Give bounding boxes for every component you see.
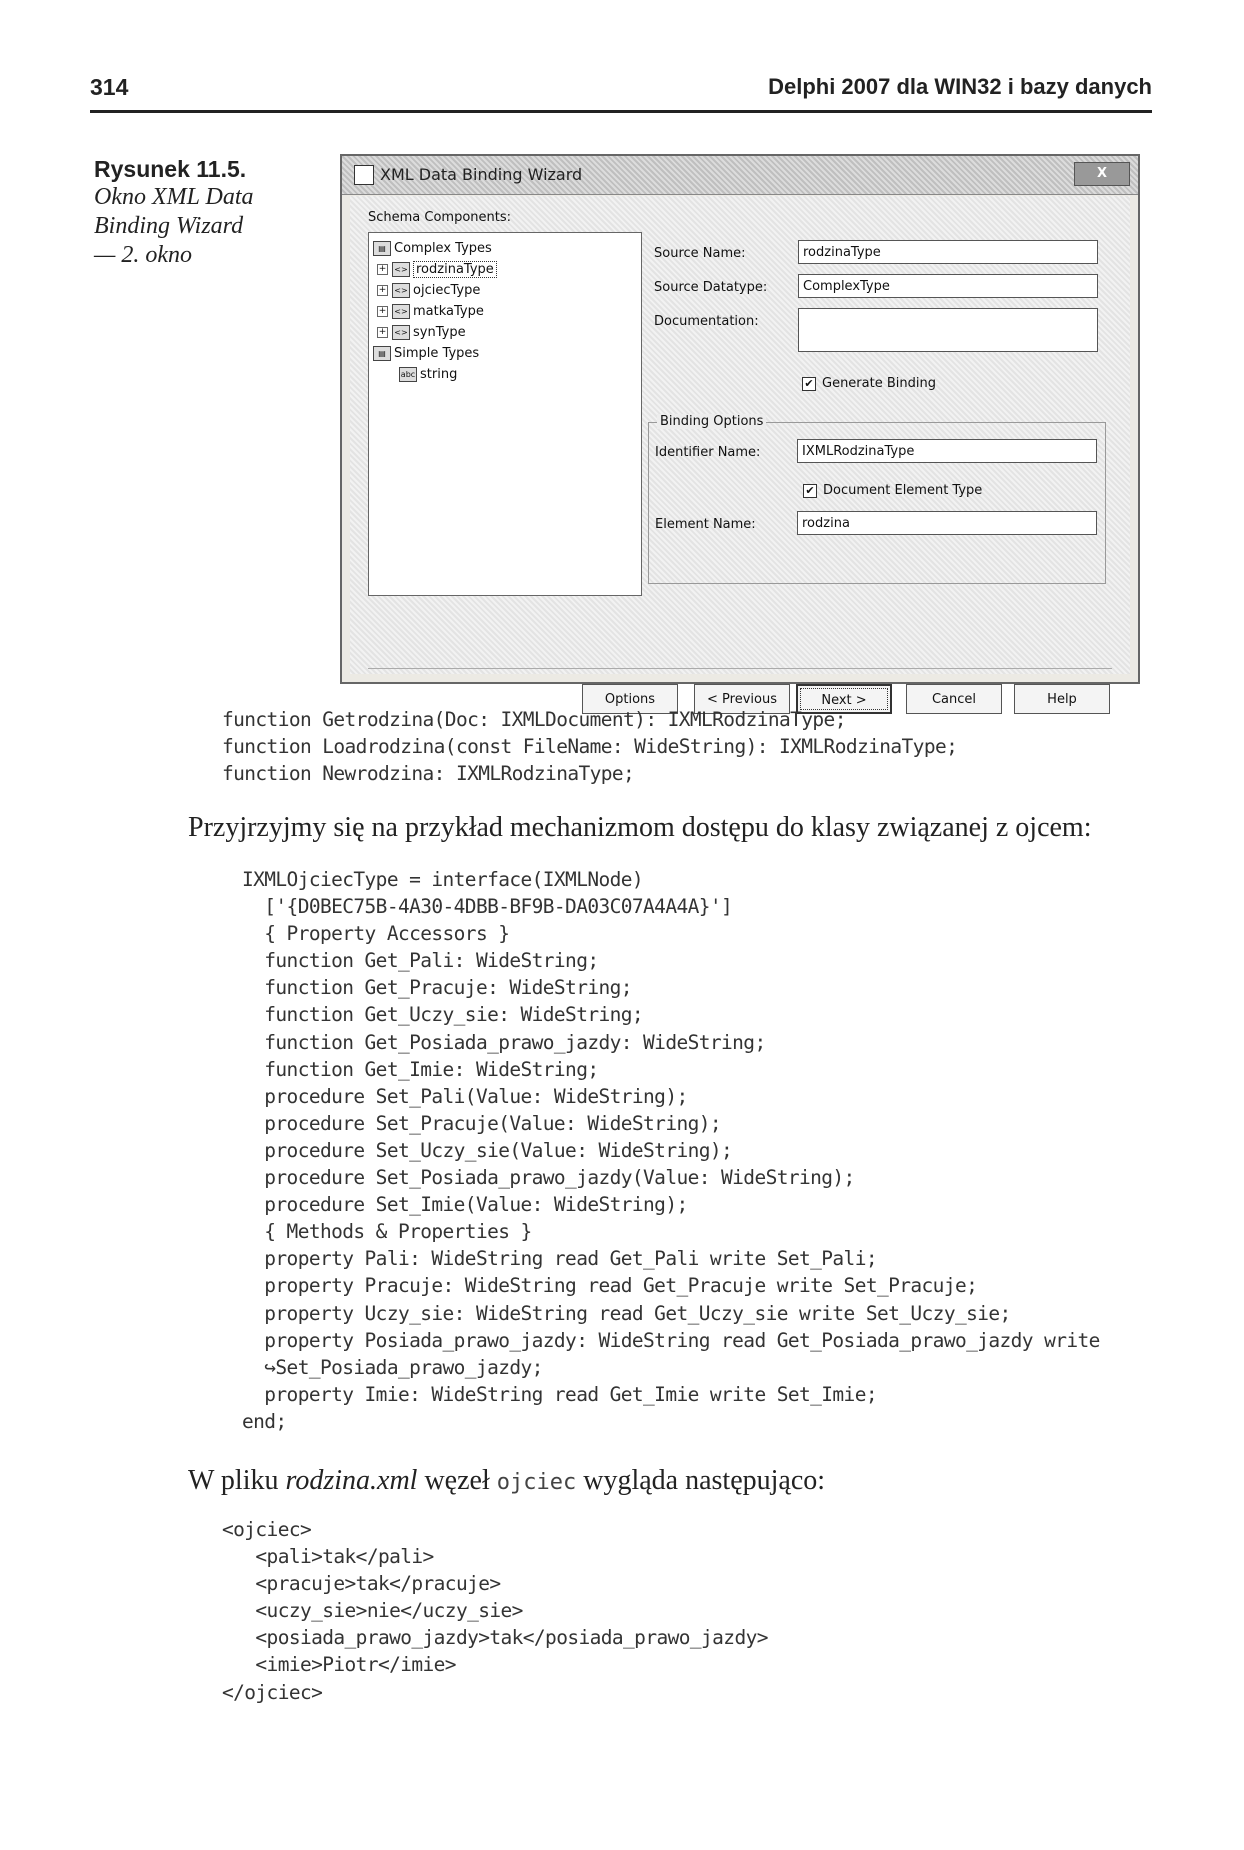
source-name-label: Source Name: bbox=[654, 246, 746, 261]
binding-options-legend: Binding Options bbox=[657, 414, 766, 429]
code-line: IXMLOjciecType = interface(IXMLNode) bbox=[242, 868, 644, 891]
checkbox-checked-icon: ✔ bbox=[803, 484, 817, 498]
figure-description-line: Okno XML Data bbox=[94, 184, 254, 210]
source-name-field[interactable]: rodzinaType bbox=[798, 240, 1098, 264]
code-line: <ojciec> bbox=[222, 1518, 312, 1541]
code-line: function Get_Uczy_sie: WideString; bbox=[242, 1003, 644, 1027]
expand-icon[interactable]: + bbox=[378, 264, 387, 274]
complex-type-icon: <> bbox=[392, 262, 410, 277]
code-line: ['{D0BEC75B-4A30-4DBB-BF9B-DA03C07A4A4A}'] bbox=[242, 895, 733, 919]
button-separator bbox=[368, 668, 1112, 669]
figure-description-line: — 2. okno bbox=[94, 242, 192, 268]
expand-icon[interactable]: + bbox=[378, 306, 387, 316]
source-datatype-label: Source Datatype: bbox=[654, 280, 768, 295]
code-line: property Uczy_sie: WideString read Get_Uczy_sie write Set_Uczy_sie; bbox=[242, 1301, 1011, 1325]
paragraph-xml-node: W pliku rodzina.xml węzeł ojciec wygląda następująco: bbox=[188, 1465, 826, 1496]
tree-node-simple-type[interactable]: abc string bbox=[400, 367, 458, 382]
element-name-label: Element Name: bbox=[655, 517, 756, 532]
tree-node-complex-type[interactable]: + <> ojciecType bbox=[378, 283, 481, 298]
folder-icon: ▤ bbox=[373, 241, 391, 256]
next-button[interactable]: Next > bbox=[796, 684, 892, 714]
code-line: function Get_Posiada_prawo_jazdy: WideString; bbox=[242, 1030, 766, 1054]
code-line: procedure Set_Imie(Value: WideString); bbox=[242, 1193, 688, 1217]
code-line: <posiada_prawo_jazdy>tak</posiada_prawo_jazdy> bbox=[222, 1626, 768, 1650]
documentation-label: Documentation: bbox=[654, 314, 759, 329]
figure-caption bbox=[94, 156, 284, 270]
code-line: function Get_Imie: WideString; bbox=[242, 1057, 599, 1081]
code-line: ↪Set_Posiada_prawo_jazdy; bbox=[242, 1355, 543, 1379]
code-line: function Get_Pracuje: WideString; bbox=[242, 976, 632, 1000]
filename: rodzina.xml bbox=[285, 1465, 418, 1496]
code-line: end; bbox=[242, 1409, 287, 1433]
code-line: <uczy_sie>nie</uczy_sie> bbox=[222, 1599, 523, 1623]
complex-type-icon: <> bbox=[392, 325, 410, 340]
tree-node-simple-types[interactable]: ▤ Simple Types bbox=[373, 346, 479, 361]
figure-label: Rysunek 11.5. bbox=[94, 156, 247, 182]
simple-type-icon: abc bbox=[399, 367, 417, 382]
code-line: { Property Accessors } bbox=[242, 922, 510, 946]
code-line: property Pracuje: WideString read Get_Pracuje write Set_Pracuje; bbox=[242, 1274, 978, 1298]
options-button[interactable]: Options bbox=[582, 684, 678, 714]
page-number: 314 bbox=[90, 74, 129, 100]
tree-node-complex-type[interactable]: + <> rodzinaType bbox=[377, 262, 497, 277]
xml-data-binding-wizard-window bbox=[340, 154, 1140, 708]
code-line: <pali>tak</pali> bbox=[222, 1545, 434, 1569]
code-line: procedure Set_Uczy_sie(Value: WideString); bbox=[242, 1138, 733, 1162]
cancel-button[interactable]: Cancel bbox=[906, 684, 1002, 714]
code-block-functions bbox=[222, 706, 957, 787]
tree-node-complex-types[interactable]: ▤ Complex Types bbox=[373, 241, 492, 256]
code-line: <pracuje>tak</pracuje> bbox=[222, 1572, 501, 1596]
document-element-type-checkbox[interactable]: ✔ Document Element Type bbox=[803, 483, 982, 498]
code-line: property Imie: WideString read Get_Imie write Set_Imie; bbox=[242, 1382, 877, 1406]
schema-components-label: Schema Components: bbox=[368, 210, 512, 225]
code-line: function Getrodzina(Doc: IXMLDocument): IXMLRodzinaType; bbox=[222, 708, 846, 731]
code-line: <imie>Piotr</imie> bbox=[222, 1653, 456, 1677]
app-icon bbox=[354, 165, 374, 185]
code-line: property Posiada_prawo_jazdy: WideString read Get_Posiada_prawo_jazdy write bbox=[242, 1328, 1100, 1352]
code-line: function Newrodzina: IXMLRodzinaType; bbox=[222, 762, 635, 786]
title-bar bbox=[342, 156, 1138, 195]
code-line: function Get_Pali: WideString; bbox=[242, 949, 599, 973]
figure-description-line: Binding Wizard bbox=[94, 213, 244, 239]
tree-node-complex-type[interactable]: + <> matkaType bbox=[378, 304, 484, 319]
dialog-client-area bbox=[350, 196, 1130, 708]
code-line: procedure Set_Pali(Value: WideString); bbox=[242, 1084, 688, 1108]
expand-icon[interactable]: + bbox=[378, 327, 387, 337]
help-button[interactable]: Help bbox=[1014, 684, 1110, 714]
close-button[interactable]: X bbox=[1074, 162, 1130, 186]
code-line: procedure Set_Posiada_prawo_jazdy(Value: WideString); bbox=[242, 1166, 855, 1190]
tree-node-complex-type[interactable]: + <> synType bbox=[378, 325, 466, 340]
element-name-field[interactable]: rodzina bbox=[797, 511, 1097, 535]
book-title: Delphi 2007 dla WIN32 i bazy danych bbox=[768, 74, 1152, 99]
code-line: function Loadrodzina(const FileName: WideString): IXMLRodzinaType; bbox=[222, 735, 958, 759]
checkbox-checked-icon: ✔ bbox=[802, 377, 816, 391]
folder-icon: ▤ bbox=[373, 346, 391, 361]
previous-button[interactable]: < Previous bbox=[694, 684, 790, 714]
window-title: XML Data Binding Wizard bbox=[380, 165, 583, 184]
complex-type-icon: <> bbox=[392, 304, 410, 319]
generate-binding-checkbox[interactable]: ✔ Generate Binding bbox=[802, 376, 936, 391]
code-line: { Methods & Properties } bbox=[242, 1220, 532, 1244]
documentation-field[interactable] bbox=[798, 308, 1098, 352]
complex-type-icon: <> bbox=[392, 283, 410, 298]
binding-options-group bbox=[648, 414, 1106, 584]
schema-components-tree[interactable] bbox=[368, 232, 642, 596]
identifier-name-field[interactable]: IXMLRodzinaType bbox=[797, 439, 1097, 463]
code-line: procedure Set_Pracuje(Value: WideString); bbox=[242, 1111, 722, 1135]
source-datatype-field[interactable]: ComplexType bbox=[798, 274, 1098, 298]
code-line: property Pali: WideString read Get_Pali write Set_Pali; bbox=[242, 1247, 877, 1271]
expand-icon[interactable]: + bbox=[378, 285, 387, 295]
code-block-xml bbox=[222, 1516, 768, 1706]
identifier-name-label: Identifier Name: bbox=[655, 445, 761, 460]
paragraph-intro: Przyjrzyjmy się na przykład mechanizmom dostępu do klasy związanej z ojcem: bbox=[188, 812, 1092, 843]
code-line: </ojciec> bbox=[222, 1680, 323, 1704]
inline-code: ojciec bbox=[496, 1470, 577, 1495]
code-block-interface bbox=[242, 866, 1100, 1435]
page-header bbox=[90, 74, 1152, 113]
